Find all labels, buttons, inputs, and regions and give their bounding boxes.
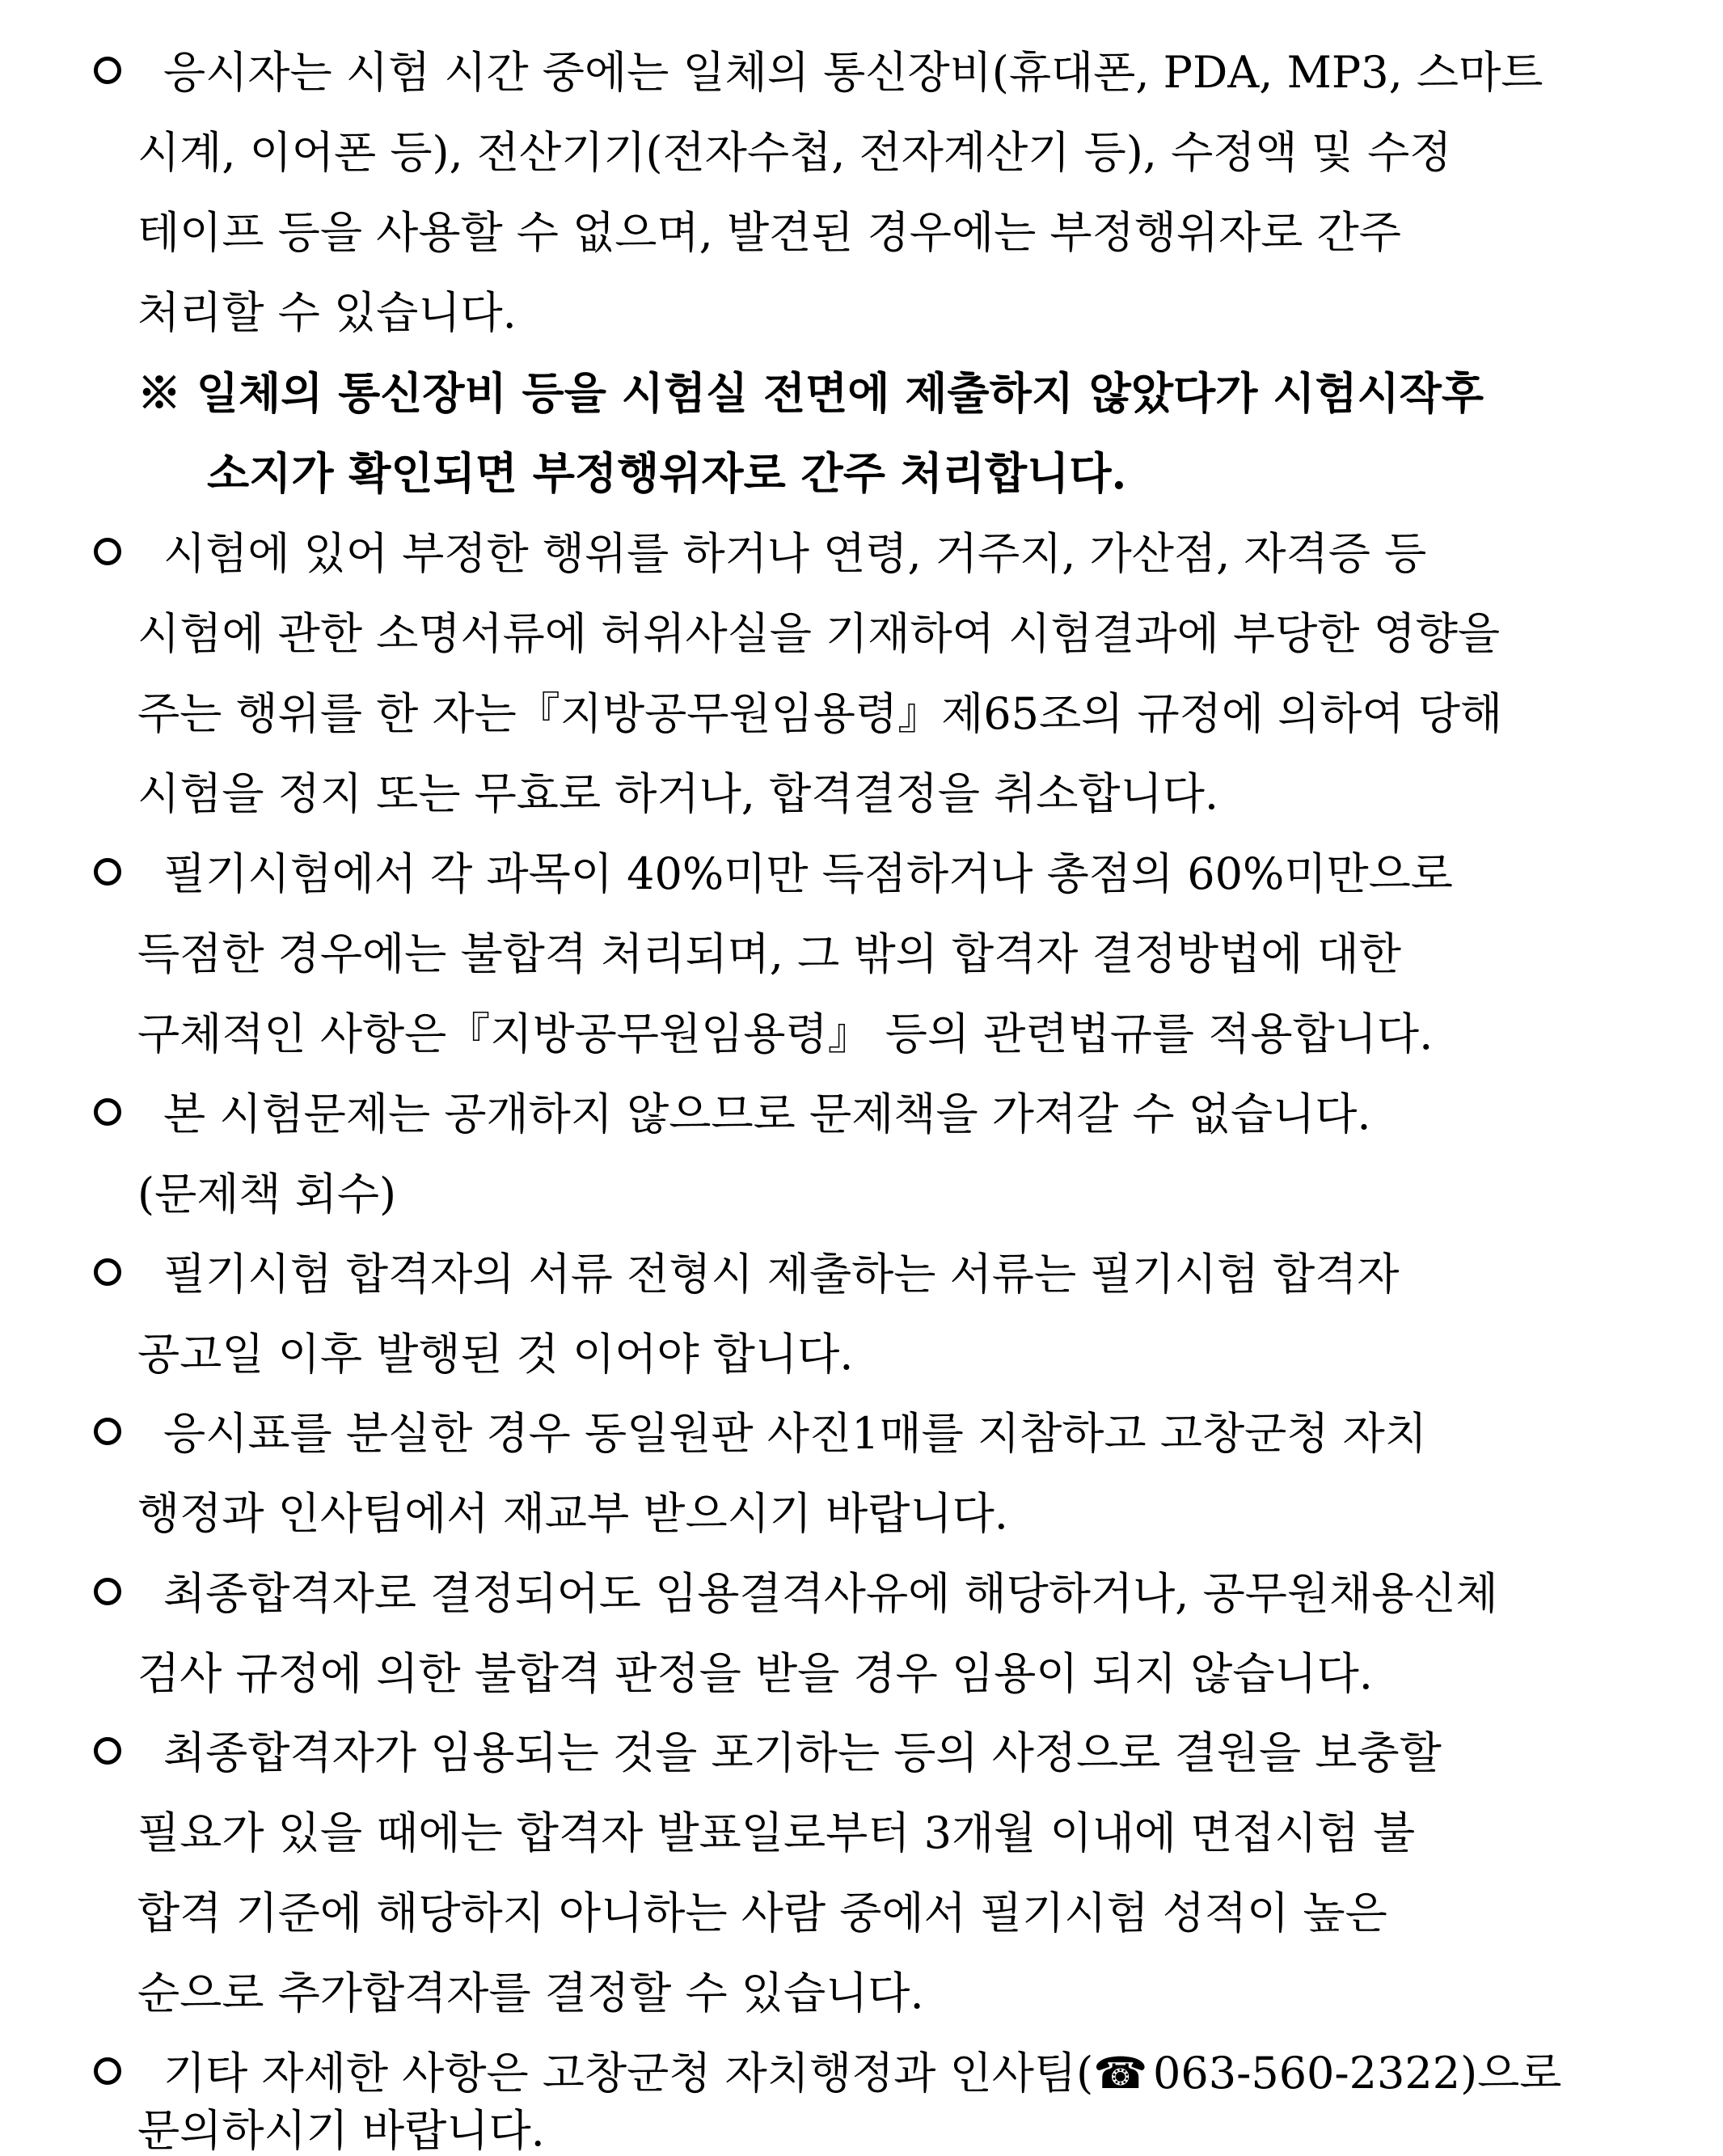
notice-line — [163, 2033, 1561, 2114]
notice-line: 응시표를 분실한 경우 동일원판 사진1매를 지참하고 고창군청 자치 — [163, 1408, 1427, 1459]
notice-line: 처리할 수 있습니다. — [137, 287, 517, 338]
notice-line: 필기시험에서 각 과목이 40%미만 득점하거나 총점의 60%미만으로 — [163, 848, 1453, 899]
warning-note-line: 소지가 확인되면 부정행위자로 간주 처리합니다. — [207, 447, 1127, 499]
notice-line: 주는 행위를 한 자는『지방공무원임용령』제65조의 규정에 의하여 당해 — [137, 688, 1503, 739]
notice-line: 최종합격자로 결정되어도 임용결격사유에 해당하거나, 공무원채용신체 — [163, 1568, 1498, 1619]
circle-bullet-icon — [89, 1713, 137, 1794]
notice-line: (문제책 회수) — [137, 1169, 397, 1220]
notice-line: 필요가 있을 때에는 합격자 발표일로부터 3개월 이내에 면접시험 불 — [137, 1807, 1416, 1858]
notice-line: 시험에 관한 소명서류에 허위사실을 기재하여 시험결과에 부당한 영향을 — [137, 608, 1501, 659]
circle-bullet-icon — [89, 1393, 137, 1474]
circle-bullet-icon — [89, 1554, 137, 1634]
notice-line: 필기시험 합격자의 서류 전형시 제출하는 서류는 필기시험 합격자 — [163, 1249, 1400, 1300]
phone-number-text: 063-560-2322)으로 — [1138, 2048, 1562, 2099]
notice-line: 시험에 있어 부정한 행위를 하거나 연령, 거주지, 가산점, 자격증 등 — [163, 528, 1427, 579]
notice-line: 공고일 이후 발행된 것 이어야 합니다. — [137, 1329, 854, 1380]
notice-line: 본 시험문제는 공개하지 않으므로 문제책을 가져갈 수 없습니다. — [163, 1089, 1371, 1139]
circle-bullet-icon — [89, 2033, 137, 2114]
notice-line: 검사 규정에 의한 불합격 판정을 받을 경우 임용이 되지 않습니다. — [137, 1648, 1373, 1699]
circle-bullet-icon — [89, 1234, 137, 1315]
circle-bullet-icon — [89, 32, 137, 113]
notice-line: 행정과 인사팀에서 재교부 받으시기 바랍니다. — [137, 1488, 1008, 1539]
circle-bullet-icon — [89, 834, 137, 915]
circle-bullet-icon — [89, 1074, 137, 1155]
warning-note-line: ※ 일체의 통신장비 등을 시험실 전면에 제출하지 않았다가 시험시작후 — [137, 367, 1484, 419]
notice-line: 순으로 추가합격자를 결정할 수 있습니다. — [137, 1968, 924, 2019]
notice-line: 시험을 정지 또는 무효로 하거나, 합격결정을 취소합니다. — [137, 768, 1219, 819]
notice-line: 합격 기준에 해당하지 아니하는 사람 중에서 필기시험 성적이 높은 — [137, 1888, 1387, 1938]
contact-text: 기타 자세한 사항은 고창군청 자치행정과 인사팀( — [163, 2048, 1094, 2099]
notice-line: 시계, 이어폰 등), 전산기기(전자수첩, 전자계산기 등), 수정액 및 수정 — [137, 127, 1452, 178]
notice-line: 최종합격자가 임용되는 것을 포기하는 등의 사정으로 결원을 보충할 — [163, 1727, 1442, 1778]
notice-line: 테이프 등을 사용할 수 없으며, 발견된 경우에는 부정행위자로 간주 — [137, 207, 1401, 258]
notice-line: 득점한 경우에는 불합격 처리되며, 그 밖의 합격자 결정방법에 대한 — [137, 928, 1401, 979]
phone-icon: ☎ — [1093, 2048, 1148, 2099]
notice-line: 구체적인 사항은『지방공무원임용령』 등의 관련법규를 적용합니다. — [137, 1008, 1434, 1059]
notice-line: 응시자는 시험 시간 중에는 일체의 통신장비(휴대폰, PDA, MP3, 스마트 — [163, 47, 1544, 98]
circle-bullet-icon — [89, 514, 137, 594]
notice-line: 문의하시기 바랍니다. — [137, 2105, 545, 2156]
